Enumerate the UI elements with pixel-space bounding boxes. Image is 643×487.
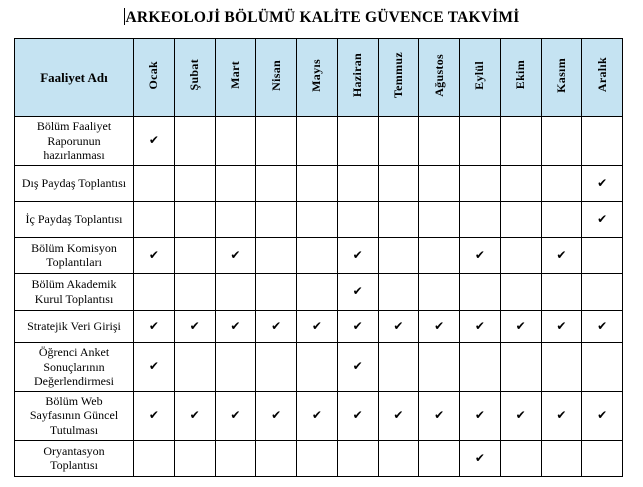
check-icon: ✔ (393, 408, 404, 423)
check-icon: ✔ (352, 247, 363, 262)
check-cell-nisan[interactable] (256, 440, 297, 476)
check-icon: ✔ (148, 133, 159, 148)
month-header-label: Nisan (268, 59, 283, 91)
check-icon: ✔ (597, 175, 608, 190)
check-cell-mayis[interactable] (297, 273, 338, 310)
header-row (15, 39, 623, 117)
month-header-label: Şubat (187, 59, 202, 91)
month-header-nisan[interactable] (256, 39, 297, 117)
check-cell-subat[interactable] (174, 440, 215, 476)
check-cell-aralik[interactable] (582, 440, 623, 476)
check-cell-subat[interactable] (174, 391, 215, 440)
check-cell-agustos[interactable] (419, 165, 460, 201)
check-cell-ocak[interactable] (134, 310, 175, 342)
check-cell-mayis[interactable] (297, 237, 338, 273)
check-cell-ocak[interactable] (134, 165, 175, 201)
activity-row (15, 201, 623, 237)
check-cell-aralik[interactable] (582, 310, 623, 342)
check-cell-eylul[interactable] (460, 201, 501, 237)
activity-cell[interactable]: Dış Paydaş Toplantısı (15, 165, 134, 201)
check-icon: ✔ (597, 408, 608, 423)
month-header-label: Mart (227, 61, 242, 89)
check-cell-kasim[interactable] (541, 342, 582, 391)
month-header-label: Ocak (146, 60, 161, 90)
check-cell-temmuz[interactable] (378, 342, 419, 391)
check-cell-mayis[interactable] (297, 310, 338, 342)
check-cell-ekim[interactable] (500, 117, 541, 166)
check-cell-ocak[interactable] (134, 237, 175, 273)
activity-cell[interactable]: Stratejik Veri Girişi (15, 310, 134, 342)
check-cell-ocak[interactable] (134, 391, 175, 440)
check-cell-subat[interactable] (174, 342, 215, 391)
check-icon: ✔ (148, 318, 159, 333)
check-cell-mayis[interactable] (297, 391, 338, 440)
month-header-mart[interactable] (215, 39, 256, 117)
table-header (15, 39, 623, 117)
check-icon: ✔ (556, 408, 567, 423)
check-cell-subat[interactable] (174, 165, 215, 201)
check-cell-subat[interactable] (174, 201, 215, 237)
check-cell-kasim[interactable] (541, 310, 582, 342)
check-cell-agustos[interactable] (419, 117, 460, 166)
month-header-subat[interactable] (174, 39, 215, 117)
check-cell-kasim[interactable] (541, 201, 582, 237)
check-cell-ocak[interactable] (134, 342, 175, 391)
check-cell-temmuz[interactable] (378, 237, 419, 273)
check-cell-haziran[interactable] (337, 440, 378, 476)
check-cell-mart[interactable] (215, 237, 256, 273)
check-cell-kasim[interactable] (541, 273, 582, 310)
check-cell-kasim[interactable] (541, 117, 582, 166)
check-cell-kasim[interactable] (541, 165, 582, 201)
check-cell-haziran[interactable] (337, 273, 378, 310)
month-header-label: Eylül (472, 60, 487, 90)
month-header-ekim[interactable] (500, 39, 541, 117)
check-cell-mayis[interactable] (297, 117, 338, 166)
check-icon: ✔ (352, 284, 363, 299)
check-cell-eylul[interactable] (460, 237, 501, 273)
activity-row (15, 310, 623, 342)
check-icon: ✔ (556, 318, 567, 333)
check-cell-subat[interactable] (174, 310, 215, 342)
activity-cell[interactable]: Bölüm Web Sayfasının Güncel Tutulması (15, 391, 134, 440)
activity-row (15, 165, 623, 201)
check-cell-haziran[interactable] (337, 310, 378, 342)
activity-row (15, 273, 623, 310)
check-cell-aralik[interactable] (582, 117, 623, 166)
check-icon: ✔ (597, 318, 608, 333)
check-cell-mart[interactable] (215, 117, 256, 166)
check-cell-agustos[interactable] (419, 440, 460, 476)
check-cell-ocak[interactable] (134, 440, 175, 476)
check-cell-ocak[interactable] (134, 273, 175, 310)
activity-row (15, 237, 623, 273)
check-cell-nisan[interactable] (256, 310, 297, 342)
check-cell-aralik[interactable] (582, 201, 623, 237)
check-icon: ✔ (474, 450, 485, 465)
check-cell-eylul[interactable] (460, 391, 501, 440)
check-icon: ✔ (597, 211, 608, 226)
check-cell-temmuz[interactable] (378, 440, 419, 476)
activity-cell[interactable]: Oryantasyon Toplantısı (15, 440, 134, 476)
check-cell-agustos[interactable] (419, 391, 460, 440)
check-cell-haziran[interactable] (337, 237, 378, 273)
month-header-label: Haziran (350, 52, 365, 98)
check-cell-nisan[interactable] (256, 273, 297, 310)
check-icon: ✔ (515, 408, 526, 423)
check-icon: ✔ (352, 408, 363, 423)
check-cell-temmuz[interactable] (378, 310, 419, 342)
activity-cell[interactable]: Bölüm Komisyon Toplantıları (15, 237, 134, 273)
check-icon: ✔ (515, 318, 526, 333)
check-icon: ✔ (434, 318, 445, 333)
activity-row (15, 391, 623, 440)
check-cell-eylul[interactable] (460, 117, 501, 166)
month-header-agustos[interactable] (419, 39, 460, 117)
check-icon: ✔ (148, 359, 159, 374)
month-header-aralik[interactable] (582, 39, 623, 117)
check-cell-mayis[interactable] (297, 440, 338, 476)
check-icon: ✔ (189, 408, 200, 423)
check-icon: ✔ (311, 318, 322, 333)
check-icon: ✔ (148, 408, 159, 423)
check-cell-mart[interactable] (215, 310, 256, 342)
check-cell-temmuz[interactable] (378, 165, 419, 201)
check-icon: ✔ (230, 318, 241, 333)
quality-assurance-calendar-table (14, 38, 623, 477)
check-cell-ekim[interactable] (500, 310, 541, 342)
month-header-mayis[interactable] (297, 39, 338, 117)
page-title: ARKEOLOJİ BÖLÜMÜ KALİTE GÜVENCE TAKVİMİ (125, 9, 520, 26)
check-cell-ekim[interactable] (500, 201, 541, 237)
check-cell-eylul[interactable] (460, 273, 501, 310)
month-header-temmuz[interactable] (378, 39, 419, 117)
check-icon: ✔ (474, 247, 485, 262)
check-cell-haziran[interactable] (337, 165, 378, 201)
check-icon: ✔ (474, 318, 485, 333)
check-cell-nisan[interactable] (256, 165, 297, 201)
check-cell-mayis[interactable] (297, 201, 338, 237)
check-cell-ekim[interactable] (500, 342, 541, 391)
check-icon: ✔ (393, 318, 404, 333)
text-cursor-caret (124, 8, 125, 25)
check-cell-aralik[interactable] (582, 342, 623, 391)
check-cell-ekim[interactable] (500, 273, 541, 310)
check-cell-ekim[interactable] (500, 237, 541, 273)
check-cell-mart[interactable] (215, 165, 256, 201)
check-cell-mart[interactable] (215, 342, 256, 391)
month-header-label: Aralık (594, 57, 609, 93)
check-cell-agustos[interactable] (419, 310, 460, 342)
check-cell-aralik[interactable] (582, 273, 623, 310)
check-cell-ekim[interactable] (500, 440, 541, 476)
check-cell-nisan[interactable] (256, 342, 297, 391)
check-cell-ocak[interactable] (134, 201, 175, 237)
check-icon: ✔ (352, 359, 363, 374)
check-cell-agustos[interactable] (419, 273, 460, 310)
check-cell-kasim[interactable] (541, 440, 582, 476)
check-icon: ✔ (230, 247, 241, 262)
check-cell-aralik[interactable] (582, 165, 623, 201)
check-cell-aralik[interactable] (582, 237, 623, 273)
activity-row (15, 117, 623, 166)
check-cell-agustos[interactable] (419, 237, 460, 273)
check-cell-mart[interactable] (215, 391, 256, 440)
month-header-label: Temmuz (390, 51, 405, 99)
check-cell-mayis[interactable] (297, 342, 338, 391)
check-cell-ekim[interactable] (500, 391, 541, 440)
check-cell-mart[interactable] (215, 201, 256, 237)
check-icon: ✔ (556, 247, 567, 262)
check-cell-haziran[interactable] (337, 391, 378, 440)
check-cell-temmuz[interactable] (378, 117, 419, 166)
month-header-label: Ağustos (431, 53, 446, 97)
check-cell-haziran[interactable] (337, 201, 378, 237)
check-cell-eylul[interactable] (460, 342, 501, 391)
check-cell-haziran[interactable] (337, 117, 378, 166)
month-header-eylul[interactable] (460, 39, 501, 117)
check-cell-nisan[interactable] (256, 117, 297, 166)
check-cell-ekim[interactable] (500, 165, 541, 201)
activity-cell[interactable]: Bölüm Faaliyet Raporunun hazırlanması (15, 117, 134, 166)
check-cell-temmuz[interactable] (378, 391, 419, 440)
check-cell-haziran[interactable] (337, 342, 378, 391)
corner-header-faaliyet-adi[interactable]: Faaliyet Adı (15, 39, 134, 117)
check-cell-eylul[interactable] (460, 165, 501, 201)
activity-row (15, 440, 623, 476)
check-cell-kasim[interactable] (541, 391, 582, 440)
check-icon: ✔ (271, 408, 282, 423)
month-header-ocak[interactable] (134, 39, 175, 117)
check-icon: ✔ (189, 318, 200, 333)
check-icon: ✔ (230, 408, 241, 423)
check-cell-ocak[interactable] (134, 117, 175, 166)
check-icon: ✔ (271, 318, 282, 333)
check-icon: ✔ (474, 408, 485, 423)
activity-cell[interactable]: İç Paydaş Toplantısı (15, 201, 134, 237)
month-header-label: Mayıs (309, 58, 324, 92)
month-header-haziran[interactable] (337, 39, 378, 117)
check-cell-agustos[interactable] (419, 201, 460, 237)
month-header-kasim[interactable] (541, 39, 582, 117)
check-cell-subat[interactable] (174, 117, 215, 166)
check-icon: ✔ (352, 318, 363, 333)
check-cell-kasim[interactable] (541, 237, 582, 273)
activity-cell[interactable]: Bölüm Akademik Kurul Toplantısı (15, 273, 134, 310)
check-cell-temmuz[interactable] (378, 273, 419, 310)
table-body (15, 117, 623, 477)
check-cell-aralik[interactable] (582, 391, 623, 440)
check-cell-mart[interactable] (215, 440, 256, 476)
check-cell-subat[interactable] (174, 273, 215, 310)
activity-row (15, 342, 623, 391)
check-cell-subat[interactable] (174, 237, 215, 273)
check-icon: ✔ (434, 408, 445, 423)
title-row[interactable] (0, 0, 643, 30)
check-icon: ✔ (148, 247, 159, 262)
check-cell-nisan[interactable] (256, 237, 297, 273)
month-header-label: Ekim (513, 60, 528, 90)
check-cell-mart[interactable] (215, 273, 256, 310)
check-cell-nisan[interactable] (256, 391, 297, 440)
check-cell-nisan[interactable] (256, 201, 297, 237)
check-cell-agustos[interactable] (419, 342, 460, 391)
check-icon: ✔ (311, 408, 322, 423)
activity-cell[interactable]: Öğrenci Anket Sonuçlarının Değerlendirmesi (15, 342, 134, 391)
check-cell-eylul[interactable] (460, 440, 501, 476)
check-cell-eylul[interactable] (460, 310, 501, 342)
month-header-label: Kasım (553, 57, 568, 93)
check-cell-mayis[interactable] (297, 165, 338, 201)
check-cell-temmuz[interactable] (378, 201, 419, 237)
